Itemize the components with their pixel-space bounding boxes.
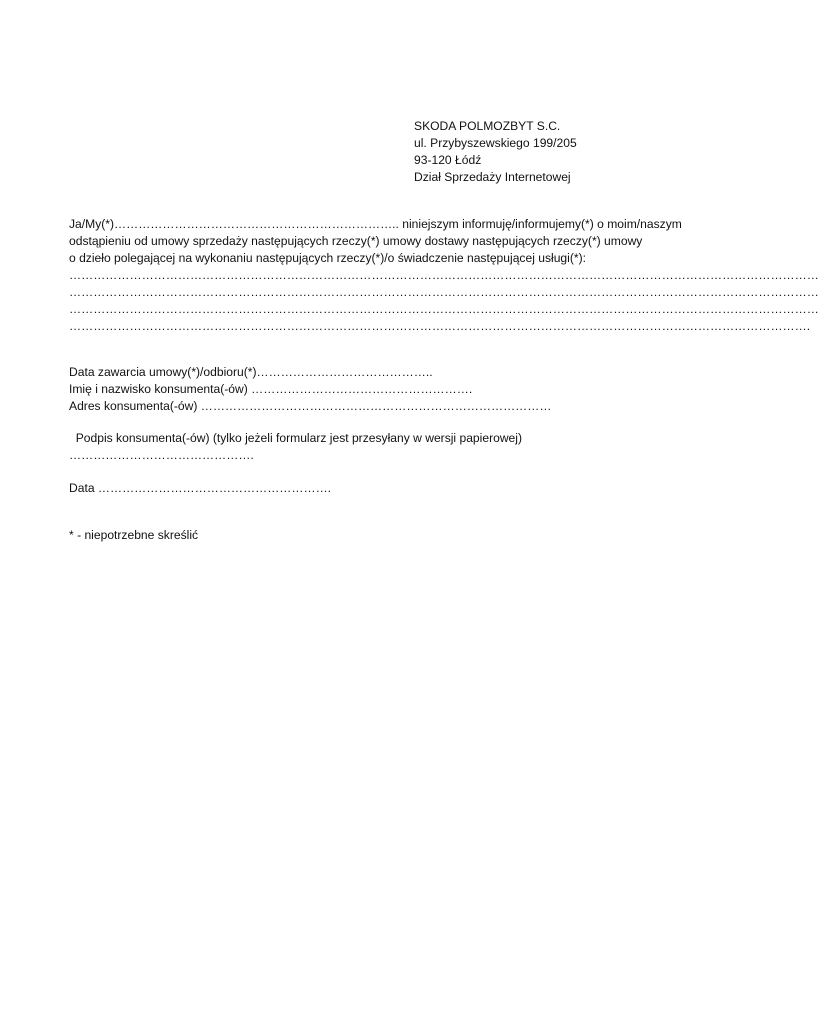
signature-label: Podpis konsumenta(-ów) (tylko jeżeli formularz jest przesyłany w wersji papierowej): [69, 431, 523, 445]
statement-line-3: o dzieło polegającej na wykonaniu następujących rzeczy(*)/o świadczenie następującej usługi(*):: [69, 251, 586, 265]
signature-line: ……………………………………….: [69, 448, 254, 462]
recipient-company: SKODA POLMOZBYT S.C.: [414, 119, 561, 133]
withdrawal-statement: [69, 216, 819, 335]
date-field: Data ………………………………………………….: [69, 481, 332, 495]
recipient-address: [414, 118, 704, 186]
recipient-city: 93-120 Łódź: [414, 153, 482, 167]
footnote: * - niepotrzebne skreślić: [69, 528, 199, 542]
dotted-line-4: ………………………………………………………………………………………………………………………………………………………………….: [69, 319, 811, 333]
recipient-street: ul. Przybyszewskiego 199/205: [414, 136, 577, 150]
statement-line-2: odstąpieniu od umowy sprzedaży następujących rzeczy(*) umowy dostawy następujących rzeczy(*) umowy: [69, 234, 643, 248]
consumer-name-field: Imię i nazwisko konsumenta(-ów) ……………………………………………….: [69, 382, 473, 396]
dotted-line-3: ……………………………………………………………………………………………………………………………………………………………………: [69, 302, 819, 316]
dotted-line-1: ……………………………………………………………………………………………………………………………………………………………………: [69, 268, 819, 282]
contract-date-field: Data zawarcia umowy(*)/odbioru(*)……………………………………..: [69, 365, 433, 379]
statement-line-1: Ja/My(*)…………………………………………………………….. niniejszym informuję/informujemy(*) o moim/naszym: [69, 217, 682, 231]
recipient-department: Dział Sprzedaży Internetowej: [414, 170, 571, 184]
dotted-line-2: ……………………………………………………………………………………………………………………………………………………………………: [69, 285, 819, 299]
consumer-address-field: Adres konsumenta(-ów) ……………………………………………………………………………: [69, 399, 552, 413]
